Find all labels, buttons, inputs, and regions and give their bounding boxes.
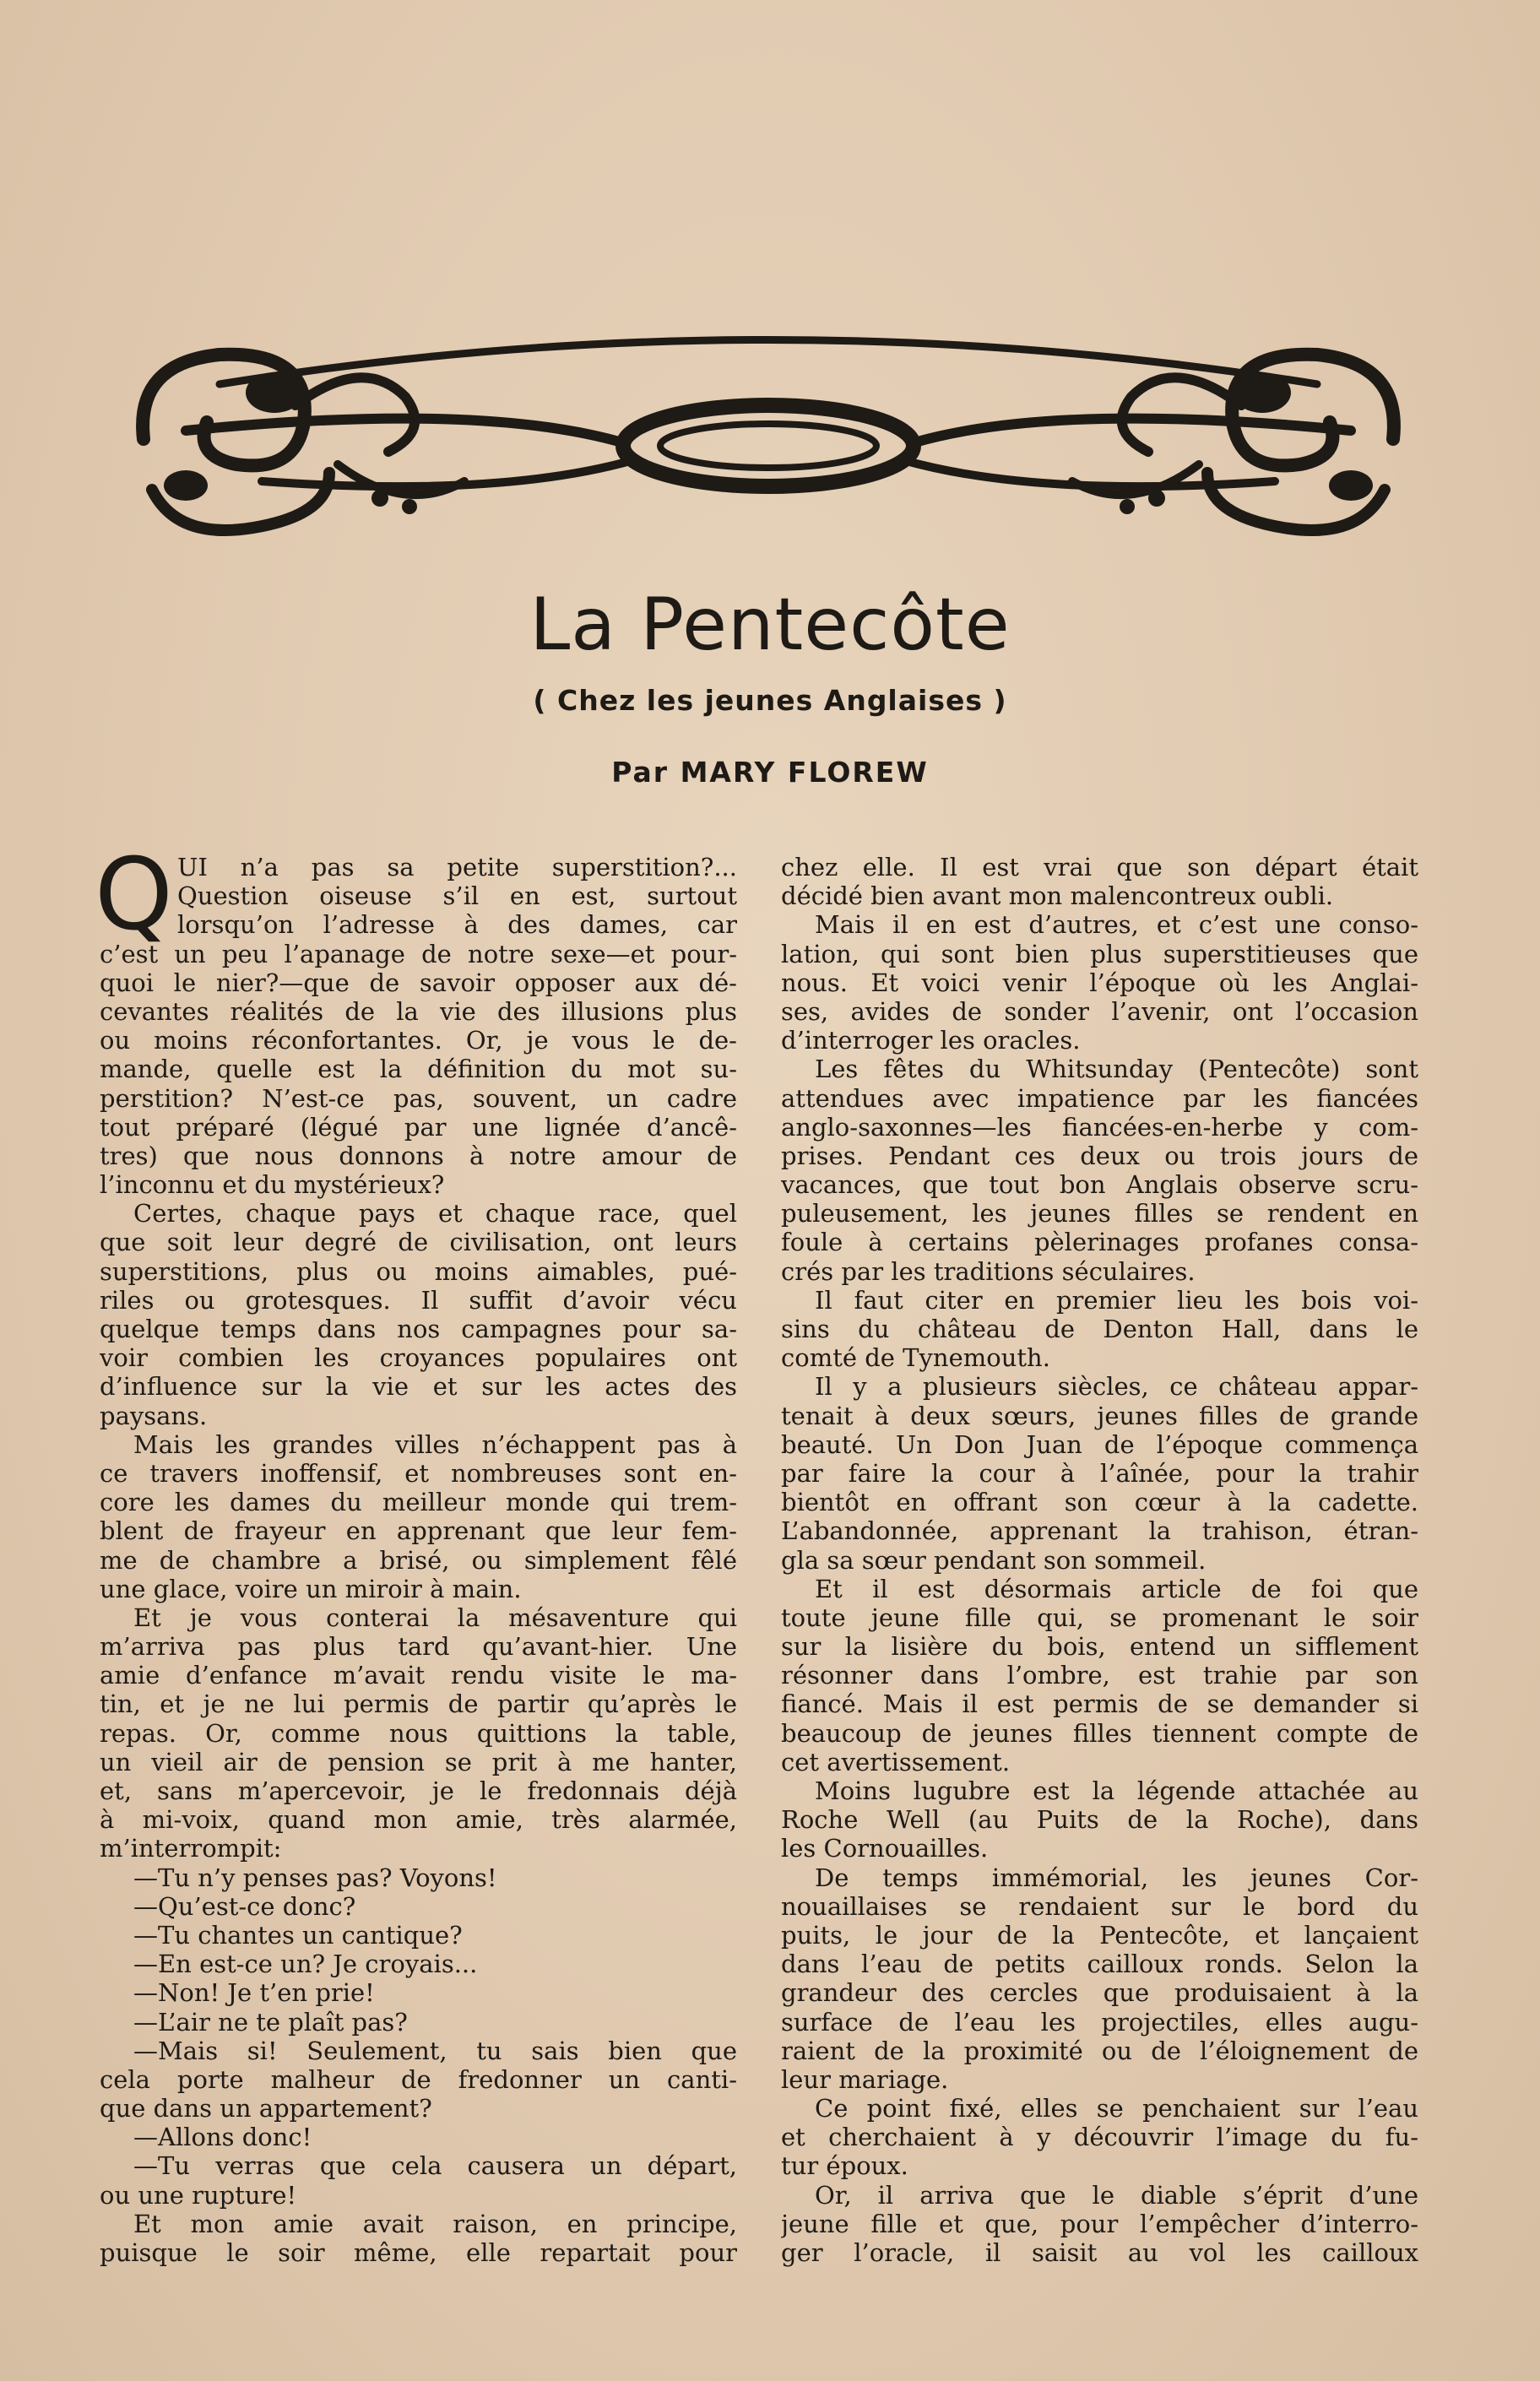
text-line: résonner dans l’ombre, est trahie par son [781, 1661, 1418, 1690]
text-line: Or, il arriva que le diable s’éprit d’une [815, 2180, 1418, 2210]
text-line: dans l’eau de petits cailloux ronds. Selon la [781, 1950, 1418, 1979]
text-line: ger l’oracle, il saisit au vol les cailloux [781, 2238, 1418, 2267]
text-line: perstition? N’est-ce pas, souvent, un cadre [100, 1083, 737, 1113]
text-line: décidé bien avant mon malencontreux oubli. [781, 881, 1334, 911]
text-line: m’interrompit: [100, 1834, 282, 1863]
text-line: ce travers inoffensif, et nombreuses sont en- [100, 1458, 737, 1488]
text-line: fiancé. Mais il est permis de se demander si [781, 1689, 1418, 1719]
text-line: riles ou grotesques. Il suffit d’avoir vécu [100, 1285, 737, 1315]
text-line: Il faut citer en premier lieu les bois voi- [815, 1285, 1418, 1315]
text-line: —Tu n’y penses pas? Voyons! [133, 1863, 497, 1892]
text-line: par faire la cour à l’aînée, pour la trahir [781, 1458, 1418, 1488]
text-line: Et je vous conterai la mésaventure qui [133, 1603, 737, 1632]
text-line: quoi le nier?—que de savoir opposer aux dé- [100, 968, 737, 997]
text-line: une glace, voire un miroir à main. [100, 1574, 522, 1603]
text-line: paysans. [100, 1401, 208, 1430]
article-title: La Pentecôte [529, 583, 1011, 667]
text-line: Les fêtes du Whitsunday (Pentecôte) sont [815, 1055, 1418, 1084]
text-line: c’est un peu l’apanage de notre sexe—et pour- [100, 939, 737, 968]
text-line: leur mariage. [781, 2064, 949, 2094]
text-line: —Mais si! Seulement, tu sais bien que [133, 2036, 737, 2065]
text-line: Moins lugubre est la légende attachée au [815, 1776, 1418, 1805]
text-line: nous. Et voici venir l’époque où les Anglai- [781, 968, 1418, 997]
text-line: puleusement, les jeunes filles se rendent en [781, 1199, 1418, 1228]
text-line: que dans un appartement? [100, 2094, 432, 2123]
text-line: Mais il en est d’autres, et c’est une conso- [815, 910, 1418, 940]
text-line: amie d’enfance m’avait rendu visite le ma- [100, 1661, 737, 1690]
text-line: vacances, que tout bon Anglais observe scru- [781, 1170, 1418, 1200]
text-line: gla sa sœur pendant son sommeil. [781, 1545, 1207, 1575]
text-line: —Non! Je t’en prie! [133, 1978, 375, 2008]
text-line: jeune fille et que, pour l’empêcher d’interro- [781, 2209, 1418, 2238]
text-line: cevantes réalités de la vie des illusions plus [100, 996, 737, 1026]
text-line: tenait à deux sœurs, jeunes filles de grande [781, 1401, 1418, 1430]
text-line: —Tu verras que cela causera un départ, [133, 2151, 737, 2181]
text-line: voir combien les croyances populaires ont [100, 1343, 737, 1373]
text-line: puits, le jour de la Pentecôte, et lançaient [781, 1920, 1418, 1950]
text-line: beauté. Un Don Juan de l’époque commença [781, 1429, 1418, 1459]
text-line: superstitions, plus ou moins aimables, pué- [100, 1256, 737, 1286]
text-line: toute jeune fille qui, se promenant le soir [781, 1603, 1418, 1632]
text-line: Mais les grandes villes n’échappent pas à [133, 1429, 737, 1459]
text-line: UI n’a pas sa petite superstition?... [177, 853, 737, 881]
article-subtitle: ( Chez les jeunes Anglaises ) [533, 684, 1007, 717]
text-line: Ce point fixé, elles se penchaient sur l’eau [815, 2094, 1418, 2123]
text-line: puisque le soir même, elle repartait pour [100, 2238, 737, 2267]
text-line: ou une rupture! [100, 2180, 297, 2210]
text-line: —Tu chantes un cantique? [133, 1920, 463, 1950]
text-line: Roche Well (au Puits de la Roche), dans [781, 1805, 1418, 1835]
text-line: quelque temps dans nos campagnes pour sa- [100, 1315, 737, 1343]
text-line: à mi-voix, quand mon amie, très alarmée, [100, 1805, 737, 1835]
text-line: lorsqu’on l’adresse à des dames, car [177, 910, 737, 940]
text-line: l’inconnu et du mystérieux? [100, 1170, 445, 1200]
text-line: prises. Pendant ces deux ou trois jours de [781, 1141, 1418, 1170]
text-line: et, sans m’apercevoir, je le fredonnais déjà [100, 1776, 737, 1805]
text-line: crés par les traditions séculaires. [781, 1256, 1196, 1286]
text-line: tres) que nous donnons à notre amour de [100, 1141, 737, 1170]
text-line: un vieil air de pension se prit à me hanter, [100, 1747, 737, 1776]
text-line: attendues avec impatience par les fiancées [781, 1083, 1418, 1113]
text-line: d’influence sur la vie et sur les actes des [100, 1372, 737, 1402]
text-line: tur époux. [781, 2151, 908, 2181]
text-line: tout préparé (légué par une lignée d’ancê- [100, 1112, 737, 1142]
text-line: repas. Or, comme nous quittions la table, [100, 1718, 737, 1748]
text-line: m’arriva pas plus tard qu’avant-hier. Une [100, 1632, 737, 1662]
text-line: De temps immémorial, les jeunes Cor- [815, 1863, 1418, 1892]
text-line: et cherchaient à y découvrir l’image du fu- [781, 2123, 1418, 2152]
text-line: mande, quelle est la définition du mot su- [100, 1055, 737, 1084]
text-line: chez elle. Il est vrai que son départ était [781, 853, 1418, 881]
text-line: foule à certains pèlerinages profanes consa- [781, 1228, 1418, 1257]
text-line: ou moins réconfortantes. Or, je vous le de- [100, 1026, 737, 1055]
text-line: ses, avides de sonder l’avenir, ont l’occasion [781, 996, 1418, 1026]
text-line: comté de Tynemouth. [781, 1343, 1050, 1373]
text-line: bientôt en offrant son cœur à la cadette. [781, 1488, 1418, 1517]
text-line: grandeur des cercles que produisaient à la [781, 1978, 1418, 2008]
text-line: que soit leur degré de civilisation, ont leurs [100, 1228, 737, 1257]
text-line: Il y a plusieurs siècles, ce château appar- [815, 1372, 1418, 1402]
text-line: Question oiseuse s’il en est, surtout [177, 881, 737, 911]
art-nouveau-ornament [127, 304, 1410, 549]
drop-cap: Q [95, 836, 173, 952]
text-line: nouaillaises se rendaient sur le bord du [781, 1891, 1418, 1921]
text-line: lation, qui sont bien plus superstitieuses que [781, 939, 1418, 968]
text-line: —Qu’est-ce donc? [133, 1891, 356, 1921]
right-column [781, 853, 1418, 2267]
text-line: —L’air ne te plaît pas? [133, 2007, 408, 2037]
text-line: core les dames du meilleur monde qui trem- [100, 1488, 737, 1517]
text-line: sur la lisière du bois, entend un sifflement [781, 1632, 1418, 1662]
text-line: —Allons donc! [133, 2123, 312, 2152]
text-line: me de chambre a brisé, ou simplement fêlé [100, 1545, 737, 1575]
text-line: blent de frayeur en apprenant que leur fem- [100, 1516, 737, 1546]
article-byline: Par MARY FLOREW [611, 756, 929, 789]
text-line: tin, et je ne lui permis de partir qu’après le [100, 1689, 737, 1719]
left-column [95, 836, 737, 2267]
text-line: surface de l’eau les projectiles, elles augu- [781, 2007, 1418, 2037]
text-line: Certes, chaque pays et chaque race, quel [133, 1199, 737, 1228]
text-line: anglo-saxonnes—les fiancées-en-herbe y com- [781, 1112, 1418, 1142]
text-line: cela porte malheur de fredonner un canti- [100, 2064, 737, 2094]
text-line: Et il est désormais article de foi que [815, 1574, 1418, 1603]
text-line: sins du château de Denton Hall, dans le [781, 1315, 1418, 1343]
text-line: les Cornouailles. [781, 1834, 989, 1863]
text-line: cet avertissement. [781, 1747, 1011, 1776]
text-line: Et mon amie avait raison, en principe, [133, 2209, 737, 2238]
text-line: raient de la proximité ou de l’éloignement de [781, 2036, 1418, 2065]
text-line: —En est-ce un? Je croyais... [133, 1950, 478, 1979]
text-line: L’abandonnée, apprenant la trahison, étran- [781, 1516, 1418, 1546]
text-line: d’interroger les oracles. [781, 1026, 1081, 1055]
text-line: beaucoup de jeunes filles tiennent compte de [781, 1718, 1418, 1748]
